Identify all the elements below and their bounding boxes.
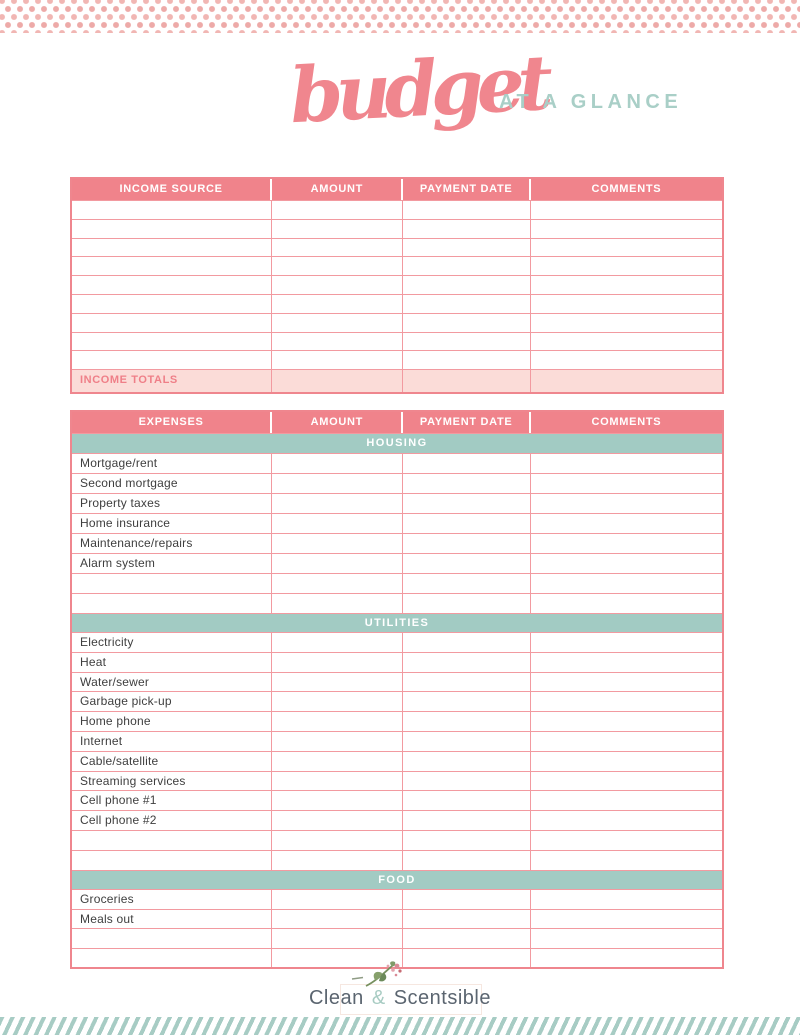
amount-cell [272,239,403,257]
payment-date-cell [403,851,530,870]
label-cell [72,239,272,257]
page-title-script: budget [287,37,549,141]
expense-row-label [72,574,272,593]
expense-row [72,691,722,711]
section-band-housing: HOUSING [72,433,722,453]
comments-cell [531,811,722,830]
comments-cell [531,514,722,533]
expense-row [72,830,722,850]
amount-cell [272,257,403,275]
comments-cell [531,370,722,392]
polka-dot-border-top [0,0,800,33]
label-cell [72,314,272,332]
payment-date-cell [403,910,530,929]
page-title-caption: AT A GLANCE [499,91,683,113]
expense-row [72,632,722,652]
section-band-food: FOOD [72,870,722,890]
payment-date-cell [403,276,530,294]
comments-cell [531,653,722,672]
payment-date-cell [403,534,530,553]
expense-row [72,573,722,593]
expense-row-label: Alarm system [72,554,272,573]
payment-date-cell [403,831,530,850]
expense-row [72,850,722,870]
comments-cell [531,752,722,771]
expense-row [72,711,722,731]
label-cell [72,333,272,351]
expense-row-label: Streaming services [72,772,272,791]
amount-cell [272,653,403,672]
payment-date-cell [403,494,530,513]
expense-row-label: Heat [72,653,272,672]
expense-row-label: Home phone [72,712,272,731]
brand-name-first: Clean [308,987,364,1009]
expense-row [72,513,722,533]
payment-date-cell [403,454,530,473]
amount-cell [272,333,403,351]
amount-cell [272,534,403,553]
income-blank-row [72,332,722,351]
expense-row-label: Cable/satellite [72,752,272,771]
expense-row [72,473,722,493]
amount-cell [272,370,403,392]
amount-cell [272,454,403,473]
comments-cell [531,494,722,513]
comments-cell [531,276,722,294]
amount-cell [272,201,403,219]
payment-date-cell [403,239,530,257]
income-blank-row [72,313,722,332]
comments-cell [531,594,722,613]
amount-cell [272,673,403,692]
expenses-table [70,410,724,969]
label-cell [72,220,272,238]
column-header: AMOUNT [272,412,403,433]
amount-cell [272,314,403,332]
amount-cell [272,574,403,593]
comments-cell [531,295,722,313]
income-blank-row [72,350,722,369]
expense-row [72,790,722,810]
expense-row-label: Cell phone #2 [72,811,272,830]
payment-date-cell [403,673,530,692]
brand-ampersand: & [371,987,386,1009]
payment-date-cell [403,257,530,275]
expense-row [72,672,722,692]
brand-name-second: Scentsible [393,987,491,1009]
amount-cell [272,851,403,870]
comments-cell [531,333,722,351]
payment-date-cell [403,574,530,593]
table-header-row [72,179,722,200]
comments-cell [531,314,722,332]
expense-row [72,731,722,751]
payment-date-cell [403,890,530,909]
expense-row [72,493,722,513]
column-header: INCOME SOURCE [72,179,272,200]
label-cell [72,201,272,219]
income-totals-row [72,369,722,392]
expense-row [72,889,722,909]
table-header-row [72,412,722,433]
comments-cell [531,534,722,553]
comments-cell [531,257,722,275]
amount-cell [272,474,403,493]
payment-date-cell [403,653,530,672]
comments-cell [531,910,722,929]
income-blank-row [72,219,722,238]
amount-cell [272,752,403,771]
amount-cell [272,276,403,294]
income-blank-row [72,256,722,275]
payment-date-cell [403,220,530,238]
expense-row-label [72,831,272,850]
comments-cell [531,929,722,948]
amount-cell [272,811,403,830]
amount-cell [272,712,403,731]
payment-date-cell [403,370,530,392]
expense-row-label: Garbage pick-up [72,692,272,711]
income-blank-row [72,294,722,313]
label-cell [72,276,272,294]
expense-row [72,810,722,830]
payment-date-cell [403,554,530,573]
column-header: AMOUNT [272,179,403,200]
expense-row-label [72,929,272,948]
comments-cell [531,831,722,850]
expense-row [72,453,722,473]
expense-row-label: Second mortgage [72,474,272,493]
brand-logo [0,987,800,1010]
payment-date-cell [403,333,530,351]
comments-cell [531,239,722,257]
expense-row-label [72,949,272,968]
expense-row-label: Groceries [72,890,272,909]
comments-cell [531,673,722,692]
expense-row [72,928,722,948]
payment-date-cell [403,474,530,493]
amount-cell [272,929,403,948]
payment-date-cell [403,295,530,313]
label-cell [72,295,272,313]
amount-cell [272,220,403,238]
amount-cell [272,772,403,791]
payment-date-cell [403,732,530,751]
amount-cell [272,692,403,711]
expense-row-label: Cell phone #1 [72,791,272,810]
comments-cell [531,772,722,791]
expense-row [72,553,722,573]
income-blank-row [72,238,722,257]
comments-cell [531,554,722,573]
amount-cell [272,554,403,573]
income-table [70,177,724,394]
amount-cell [272,791,403,810]
label-cell [72,351,272,369]
amount-cell [272,890,403,909]
income-blank-row [72,200,722,219]
payment-date-cell [403,633,530,652]
comments-cell [531,851,722,870]
payment-date-cell [403,949,530,968]
expense-row-label: Mortgage/rent [72,454,272,473]
payment-date-cell [403,791,530,810]
amount-cell [272,295,403,313]
payment-date-cell [403,692,530,711]
comments-cell [531,633,722,652]
expense-row-label [72,594,272,613]
payment-date-cell [403,772,530,791]
column-header: PAYMENT DATE [403,179,530,200]
comments-cell [531,732,722,751]
column-header: PAYMENT DATE [403,412,530,433]
income-blank-row [72,275,722,294]
label-cell [72,257,272,275]
column-header: COMMENTS [591,183,662,195]
expense-row-label: Meals out [72,910,272,929]
comments-cell [531,220,722,238]
expense-row [72,751,722,771]
expense-row [72,771,722,791]
comments-cell [531,454,722,473]
expense-row [72,652,722,672]
payment-date-cell [403,752,530,771]
comments-cell [531,692,722,711]
comments-cell [531,791,722,810]
comments-cell [531,949,722,968]
comments-cell [531,712,722,731]
expense-row [72,593,722,613]
amount-cell [272,732,403,751]
expense-row-label: Property taxes [72,494,272,513]
amount-cell [272,831,403,850]
comments-cell [531,351,722,369]
payment-date-cell [403,811,530,830]
expense-row-label: Maintenance/repairs [72,534,272,553]
payment-date-cell [403,351,530,369]
payment-date-cell [403,712,530,731]
comments-cell [531,201,722,219]
amount-cell [272,594,403,613]
column-header: EXPENSES [72,412,272,433]
amount-cell [272,514,403,533]
amount-cell [272,351,403,369]
comments-cell [531,574,722,593]
expense-row-label: Water/sewer [72,673,272,692]
expense-row-label [72,851,272,870]
amount-cell [272,494,403,513]
expense-row-label: Electricity [72,633,272,652]
expense-row [72,909,722,929]
comments-cell [531,474,722,493]
comments-cell [531,890,722,909]
column-header: COMMENTS [591,416,662,428]
diagonal-stripe-border-bottom [0,1017,800,1035]
income-totals-label: INCOME TOTALS [72,370,272,392]
payment-date-cell [403,314,530,332]
expense-row [72,533,722,553]
payment-date-cell [403,201,530,219]
amount-cell [272,910,403,929]
expense-row-label: Home insurance [72,514,272,533]
payment-date-cell [403,929,530,948]
section-band-utilities: UTILITIES [72,613,722,633]
payment-date-cell [403,514,530,533]
amount-cell [272,633,403,652]
payment-date-cell [403,594,530,613]
expense-row-label: Internet [72,732,272,751]
